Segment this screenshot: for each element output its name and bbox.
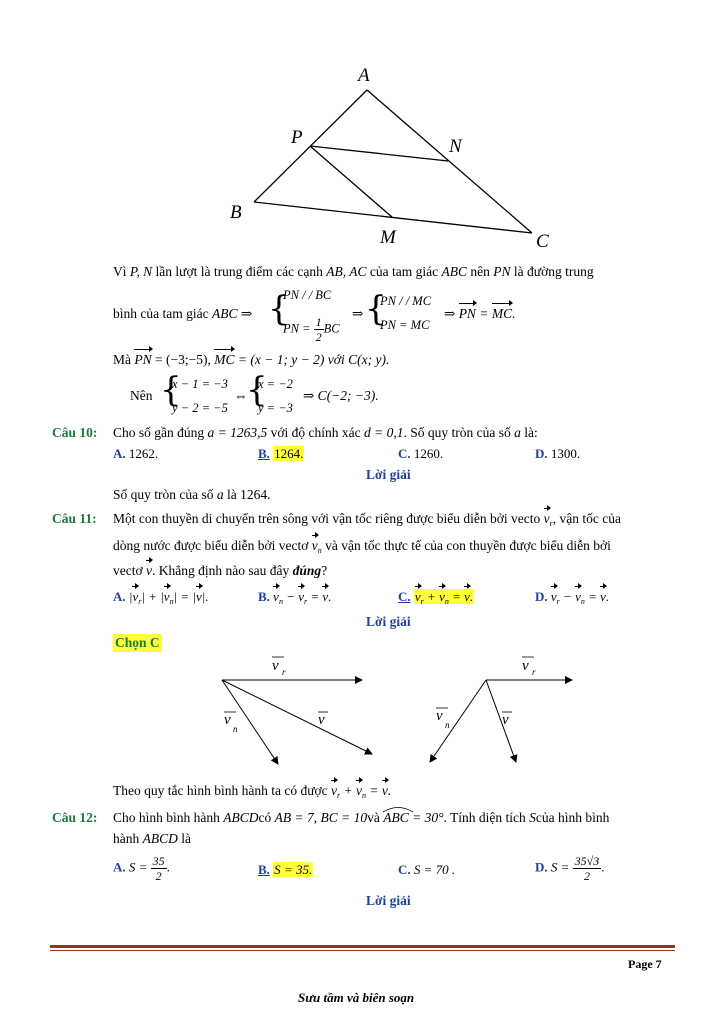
sys1-line-a: PN / / BC [283,288,332,302]
sys4-line-a: x = −2 [258,377,293,391]
brace-4: { [246,370,268,410]
fig-right-vn: v [436,708,443,724]
sys3-line-a: x − 1 = −3 [172,377,228,391]
sys1-line-b: PN = $\frac{1}{2}$ BC [283,315,340,344]
q12-solution-heading: Lời giải [366,893,411,908]
fig-right-v: v [502,712,509,728]
brace-2: { [365,289,387,329]
q11-option-a[interactable]: A. $|v_r| + |v_n| = |v|$. [113,589,209,606]
q10-option-d[interactable]: D. 1300. [535,446,581,461]
label-A: A [358,65,370,86]
question-11-line-1: Một con thuyền di chuyển trên sông với vận tốc riêng được biểu diễn bởi vecto $v_r$, vận tốc của [113,511,621,528]
fig-left-vn: v [224,712,231,728]
label-M: M [380,227,396,248]
q10-option-c[interactable]: C. 1260. [398,446,444,461]
q10-option-a[interactable]: A. 1262. [113,446,159,461]
fig-right-vr: v [522,658,529,674]
page-number: Page 7 [628,957,662,971]
arrow-3: ⇔ [234,388,248,403]
q10-option-b[interactable]: B. 1264. [258,446,304,461]
vector-figure-left [210,652,380,772]
vector-figure-right [420,652,580,772]
fig-left-v: v [318,712,325,728]
label-P: P [291,127,303,148]
q12-option-c[interactable]: C. S = 70 . [398,862,456,877]
intro-line-1: Vì P, N lần lượt là trung điểm các cạnh AB, AC của tam giác ABC nên PN là đường trung [113,264,594,279]
arrow-1: ⇒ [352,306,364,321]
question-11-line-3: vectơ v. Khẳng định nào sau đây đúng? [113,563,328,578]
q11-option-c[interactable]: C. $v_r + v_n = v$. [398,589,474,606]
question-12-line-1: Cho hình bình hành ABCDcó AB = 7, BC = 10và ABC = 30°. Tính diện tích Scủa hình bình [113,810,609,826]
fig-right-n: n [445,720,450,730]
q12-option-a[interactable]: A. S = $\frac{35}{2}$ . [113,854,170,883]
fig-left-vr: v [272,658,279,674]
sys4-line-b: y = −3 [258,401,293,415]
q11-rule-line: Theo quy tắc hình bình hành ta có được $v_r + v_n = v$. [113,783,392,800]
question-11-number: Câu 11: [52,511,97,526]
q11-option-d[interactable]: D. $v_r - v_n = v$. [535,589,610,606]
brace-1: { [268,289,290,329]
label-C: C [536,231,549,252]
vector-conclusion: ⇒ PN = MC. [444,306,516,321]
intro-line-2: bình của tam giác ABC ⇒ [113,306,253,321]
sys3-line-b: y − 2 = −5 [172,401,228,415]
result-C: ⇒ C(−2; −3). [303,388,379,403]
question-12-number: Câu 12: [52,810,98,825]
sys2-line-b: PN = MC [380,318,430,332]
label-N: N [449,136,462,157]
question-12-line-2: hành ABCD là [113,831,191,846]
q11-option-b[interactable]: B. $v_n - v_r = v$. [258,589,332,606]
question-10-number: Câu 10: [52,425,98,440]
fig-left-r: r [282,667,286,677]
q12-option-d[interactable]: D. S = $\frac{35√3}{2}$ . [535,854,605,883]
q12-option-b[interactable]: B. S = 35. [258,862,313,877]
q10-solution-heading: Lời giải [366,467,411,482]
footer-rule [50,945,675,948]
question-10-text: Cho số gần đúng a = 1263,5 với độ chính xác d = 0,1. Số quy tròn của số a là: [113,425,538,440]
intro-line-4: Nên [130,388,153,403]
label-B: B [230,202,242,223]
brace-3: { [160,370,182,410]
q11-solution-heading: Lời giải [366,614,411,629]
fig-right-r: r [532,667,536,677]
fig-left-n: n [233,724,238,734]
footer-credit: Sưu tầm và biên soạn [298,990,415,1005]
q11-choose-c: Chọn C [115,635,160,650]
triangle-figure [220,60,560,255]
intro-line-3: Mà PN = (−3;−5), MC = (x − 1; y − 2) với C(x; y). [113,352,390,367]
question-11-line-2: dòng nước được biểu diễn bởi vectơ $v_n$ và vận tốc thực tế của con thuyền được biểu diễn bởi [113,538,611,555]
q10-answer: Số quy tròn của số a là 1264. [113,487,271,502]
sys2-line-a: PN / / MC [380,294,432,308]
footer-rule-thin [50,950,675,951]
